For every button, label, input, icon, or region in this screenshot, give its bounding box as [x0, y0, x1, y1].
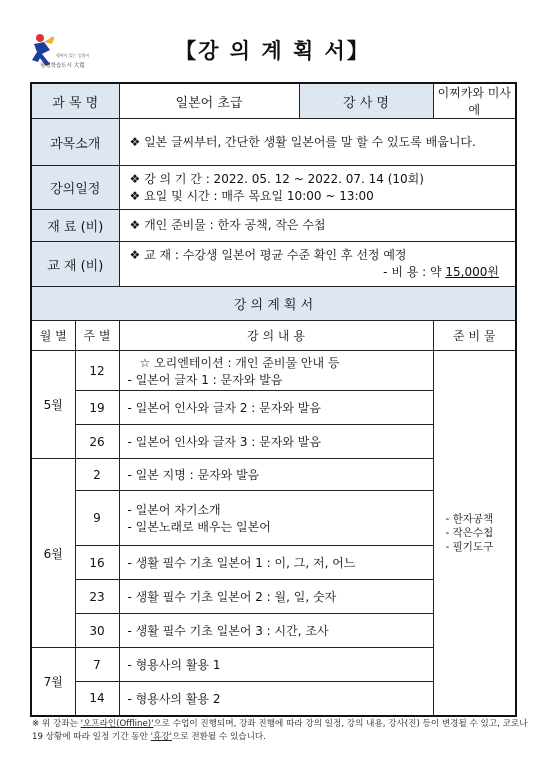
col-month: 월 별 — [31, 321, 75, 351]
week-cell: 9 — [75, 491, 119, 546]
col-week: 주 별 — [75, 321, 119, 351]
month-june: 6월 — [31, 459, 75, 648]
week-cell: 23 — [75, 580, 119, 614]
footer-text-1: ※ 위 강좌는 — [32, 719, 81, 729]
lecture-line: ☆ 오리엔테이션 : 개인 준비물 안내 등 — [139, 355, 340, 370]
footer-text-3: 으로 전환될 수 있습니다. — [171, 732, 266, 742]
lecture-content: - 생활 필수 기초 일본어 1 : 이, 그, 저, 어느 — [119, 546, 433, 580]
course-name-label: 과 목 명 — [31, 83, 119, 119]
textbook-label: 교 재 (비) — [31, 242, 119, 287]
week-cell: 14 — [75, 682, 119, 716]
week-cell: 26 — [75, 425, 119, 459]
course-name-value: 일본어 초급 — [119, 83, 299, 119]
textbook-line: ❖ 교 재 : 수강생 일본어 평균 수준 확인 후 선정 예정 — [129, 248, 407, 262]
lecture-content: - 생활 필수 기초 일본어 3 : 시간, 조사 — [119, 614, 433, 648]
plan-section-title: 강 의 계 획 서 — [31, 287, 516, 321]
footer-offline: '오프라인(Offline)' — [80, 719, 154, 729]
lecture-content: - 형용사의 활용 1 — [119, 648, 433, 682]
week-cell: 30 — [75, 614, 119, 648]
intro-value: ❖ 일본 글씨부터, 간단한 생활 일본어를 말 할 수 있도록 배웁니다. — [119, 119, 516, 166]
schedule-time: ❖ 요일 및 시간 : 매주 목요일 10:00 ~ 13:00 — [129, 188, 374, 203]
month-july: 7월 — [31, 648, 75, 716]
lecture-content: - 생활 필수 기초 일본어 2 : 월, 일, 숫자 — [119, 580, 433, 614]
supply-item: - 필기도구 — [445, 540, 494, 553]
week-cell: 2 — [75, 459, 119, 491]
logo-tagline: 행복이 있는 일출이 — [56, 53, 90, 58]
lecture-line: - 일본노래로 배우는 일본어 — [127, 520, 271, 534]
week-cell: 16 — [75, 546, 119, 580]
schedule-period: ❖ 강 의 기 간 : 2022. 05. 12 ~ 2022. 07. 14 (10회) — [129, 171, 424, 186]
supply-item: - 한자공책 — [445, 512, 494, 525]
lecture-line: - 일본어 자기소개 — [127, 503, 221, 517]
week-cell: 12 — [75, 351, 119, 391]
week-cell: 7 — [75, 648, 119, 682]
teacher-label: 강 사 명 — [299, 83, 433, 119]
month-may: 5월 — [31, 351, 75, 459]
footer-note — [32, 718, 532, 744]
textbook-cost-prefix: - 비 용 : 약 — [383, 265, 446, 279]
table-row — [31, 351, 516, 391]
footer-text-2: 으로 수업이 진행되며, 강좌 진행에 따라 강의 일정, 강의 내용, 강사(진) 등이 변경될 수 있고, 코로나19 상황에 따라 일정 기간 동안 — [32, 719, 528, 742]
week-cell: 19 — [75, 391, 119, 425]
textbook-value — [119, 242, 516, 287]
materials-value: ❖ 개인 준비물 : 한자 공책, 작은 수첩 — [119, 210, 516, 242]
footer-closure: '휴강' — [150, 732, 172, 742]
lecture-content: - 일본어 인사와 글자 2 : 문자와 발음 — [119, 391, 433, 425]
lecture-content — [119, 351, 433, 391]
intro-label: 과목소개 — [31, 119, 119, 166]
lecture-content: - 일본 지명 : 문자와 발음 — [119, 459, 433, 491]
textbook-cost-line — [130, 264, 516, 281]
lecture-line: - 일본어 글자 1 : 문자와 발음 — [127, 372, 283, 387]
col-supplies: 준 비 물 — [433, 321, 516, 351]
materials-label: 재 료 (비) — [31, 210, 119, 242]
schedule-value — [119, 166, 516, 210]
lecture-content — [119, 491, 433, 546]
supply-item: - 작은수첩 — [445, 526, 494, 539]
lecture-content: - 형용사의 활용 2 — [119, 682, 433, 716]
col-content: 강 의 내 용 — [119, 321, 433, 351]
logo-name: 평생학습도시 大寬 — [40, 63, 85, 69]
teacher-value: 이찌카와 미사에 — [433, 83, 516, 119]
course-plan-table — [30, 82, 517, 717]
supplies-cell — [433, 351, 516, 716]
schedule-label: 강의일정 — [31, 166, 119, 210]
lecture-content: - 일본어 인사와 글자 3 : 문자와 발음 — [119, 425, 433, 459]
page-title: 【강 의 계 획 서】 — [175, 39, 370, 63]
textbook-cost: 15,000원 — [445, 265, 499, 279]
